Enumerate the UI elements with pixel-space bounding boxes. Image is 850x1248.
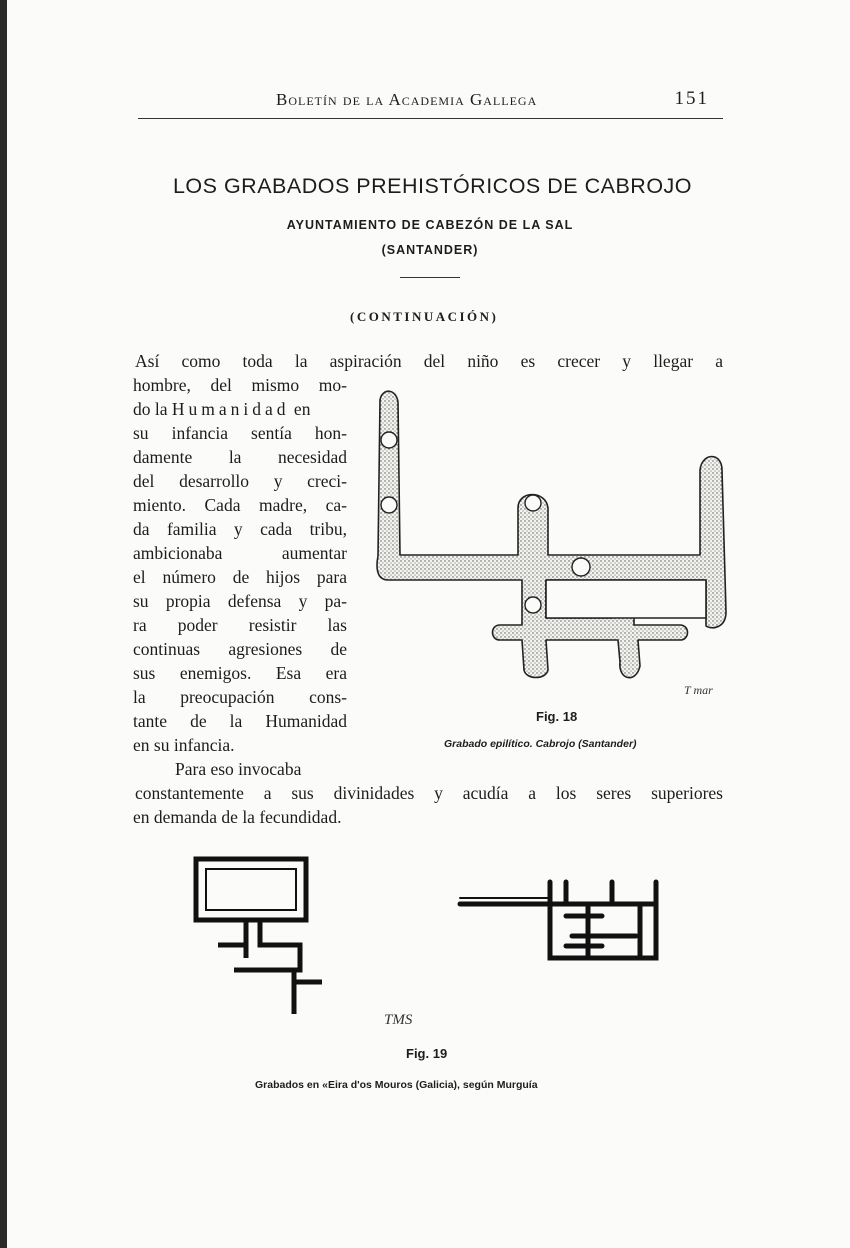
body-line: del desarrollo y creci- [133,471,347,491]
figure-19-left-engraving [196,859,322,1014]
body-line: constantemente a sus divinidades y acudía a los seres superiores [135,783,723,803]
body-line: su infancia sentía hon- [133,423,347,443]
body-line: miento. Cada madre, ca- [133,495,347,515]
body-line: en demanda de la fecundidad. [133,807,342,827]
body-emphasis: Humanidad [171,399,290,419]
figure-18-label: Fig. 18 [536,709,578,724]
body-line: da familia y cada tribu, [133,519,347,539]
running-title: Boletín de la Academia Gallega [276,90,538,109]
article-title: LOS GRABADOS PREHISTÓRICOS DE CABROJO [172,174,693,198]
article-subtitle: AYUNTAMIENTO DE CABEZÓN DE LA SAL [286,218,574,232]
article-subtitle-region: (SANTANDER) [381,243,479,257]
body-line: sus enemigos. Esa era [133,663,347,683]
body-line: tante de la Humanidad [133,711,347,731]
body-line: la preocupación cons- [133,687,347,707]
body-line: continuas agresiones de [133,639,347,659]
body-word: en [293,399,311,419]
body-line: su propia defensa y pa- [133,591,347,611]
body-word: do la [133,399,168,419]
body-line: ra poder resistir las [133,615,347,635]
body-line: ambicionaba aumentar [133,543,347,563]
figure-19-right-engraving [460,882,656,958]
figure-19-caption: Grabados en «Eira d'os Mouros (Galicia), según Murguía [255,1079,538,1091]
body-line: Para eso invocaba [175,759,302,779]
figure-19-signature: TMS [384,1012,413,1028]
page-number: 151 [674,88,709,109]
body-line: damente la necesidad [133,447,347,467]
continuation-note: (CONTINUACIÓN) [350,309,499,324]
body-line: el número de hijos para [133,567,347,587]
figure-18-engraving [377,391,726,677]
figure-19-label: Fig. 19 [406,1046,448,1061]
body-line: hombre, del mismo mo- [133,375,347,395]
figure-18-signature: T mar [684,683,713,697]
body-line: en su infancia. [133,735,235,755]
figure-18-caption: Grabado epilítico. Cabrojo (Santander) [444,738,637,750]
body-line: Así como toda la aspiración del niño es crecer y llegar a [135,351,723,371]
